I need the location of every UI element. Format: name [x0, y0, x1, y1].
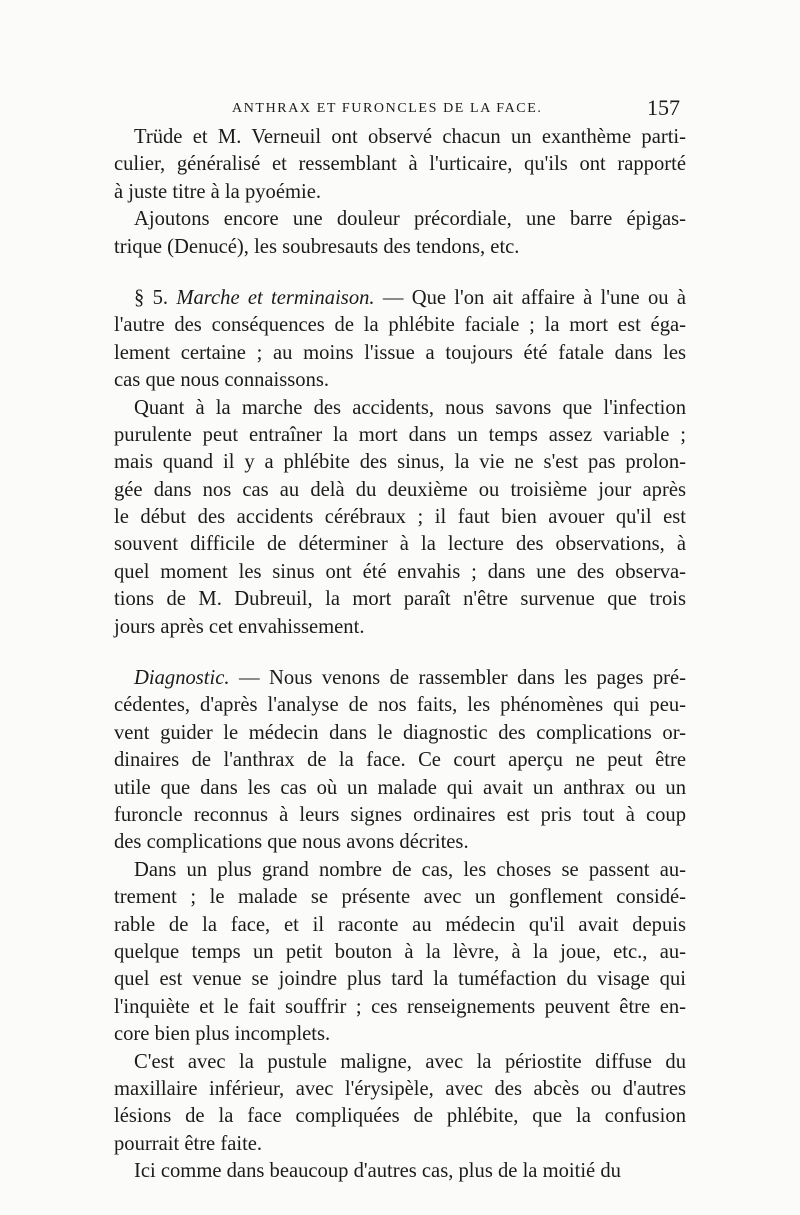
text-line — [114, 665, 686, 692]
page-number: 157 — [647, 95, 680, 120]
text-line: trique (Denucé), les soubresauts des tendons, etc. — [114, 235, 520, 258]
text-line: C'est avec la pustule maligne, avec la périostite diffuse du — [134, 1050, 686, 1073]
paragraph — [114, 206, 686, 261]
running-title: ANTHRAX ET FURONCLES DE LA FACE. — [232, 101, 543, 116]
paragraph — [114, 857, 686, 1049]
text-line: core bien plus incomplets. — [114, 1023, 331, 1046]
text-line: furoncle reconnus à leurs signes ordinaires est pris tout à coup — [114, 803, 686, 826]
text-line: purulente peut entraîner la mort dans un temps assez variable ; — [114, 423, 686, 446]
section-heading: Diagnostic. — [134, 667, 230, 690]
text-line: Quant à la marche des accidents, nous savons que l'infection — [134, 396, 686, 419]
line-text: — Que l'on ait affaire à l'une ou à — [374, 286, 686, 309]
text-line: jours après cet envahissement. — [114, 615, 365, 638]
paragraph — [114, 665, 686, 857]
text-line: vent guider le médecin dans le diagnostic des complications or- — [114, 721, 686, 744]
text-line: quelque temps un petit bouton à la lèvre, à la joue, etc., au- — [114, 940, 686, 963]
text-line: pourrait être faite. — [114, 1132, 263, 1155]
paragraph — [114, 1158, 686, 1185]
text-line: gée dans nos cas au delà du deuxième ou troisième jour après — [114, 478, 686, 501]
text-line: mais quand il y a phlébite des sinus, la vie ne s'est pas prolon- — [114, 451, 686, 474]
paragraph — [114, 285, 686, 395]
text-line: souvent difficile de déterminer à la lecture des observations, à — [114, 533, 686, 556]
text-line: tions de M. Dubreuil, la mort paraît n'être survenue que trois — [114, 588, 686, 611]
body-text — [114, 124, 686, 1185]
text-line: à juste titre à la pyoémie. — [114, 180, 322, 203]
text-line: quel moment les sinus ont été envahis ; dans une des observa- — [114, 560, 686, 583]
text-line: quel est venue se joindre plus tard la tuméfaction du visage qui — [114, 968, 686, 991]
text-line: Dans un plus grand nombre de cas, les choses se passent au- — [134, 858, 686, 881]
section-gap — [114, 641, 686, 665]
section-marker: § 5. — [134, 286, 177, 309]
text-line: lement certaine ; au moins l'issue a toujours été fatale dans les — [114, 341, 686, 364]
text-line: l'inquiète et le fait souffrir ; ces renseignements peuvent être en- — [114, 995, 686, 1018]
text-line: lésions de la face compliquées de phlébite, que la confusion — [114, 1105, 686, 1128]
text-line: l'autre des conséquences de la phlébite faciale ; la mort est éga- — [114, 314, 686, 337]
text-line — [114, 285, 686, 312]
text-line: Trüde et M. Verneuil ont observé chacun un exanthème parti- — [134, 126, 686, 148]
paragraph — [114, 124, 686, 206]
text-line: culier, généralisé et ressemblant à l'urticaire, qu'ils ont rapporté — [114, 153, 686, 176]
paragraph — [114, 1049, 686, 1159]
text-line: rable de la face, et il raconte au médecin qu'il avait depuis — [114, 913, 686, 936]
text-line: dinaires de l'anthrax de la face. Ce court aperçu ne peut être — [114, 749, 686, 772]
paragraph — [114, 395, 686, 642]
text-line: des complications que nous avons décrites. — [114, 831, 469, 854]
running-head — [114, 97, 686, 125]
text-line: cédentes, d'après l'analyse de nos faits, les phénomènes qui peu- — [114, 694, 686, 717]
text-line: Ici comme dans beaucoup d'autres cas, plus de la moitié du — [134, 1160, 621, 1183]
line-text: — Nous venons de rassembler dans les pages pré- — [229, 667, 686, 690]
section-gap — [114, 261, 686, 285]
text-line: trement ; le malade se présente avec un gonflement considé- — [114, 886, 686, 909]
text-line: maxillaire inférieur, avec l'érysipèle, avec des abcès ou d'autres — [114, 1077, 686, 1100]
text-line: utile que dans les cas où un malade qui avait un anthrax ou un — [114, 776, 686, 799]
section-heading: Marche et terminaison. — [176, 286, 375, 309]
text-line: Ajoutons encore une douleur précordiale, une barre épigas- — [134, 208, 686, 231]
text-line: le début des accidents cérébraux ; il faut bien avouer qu'il est — [114, 506, 686, 529]
text-line: cas que nous connaissons. — [114, 369, 330, 392]
